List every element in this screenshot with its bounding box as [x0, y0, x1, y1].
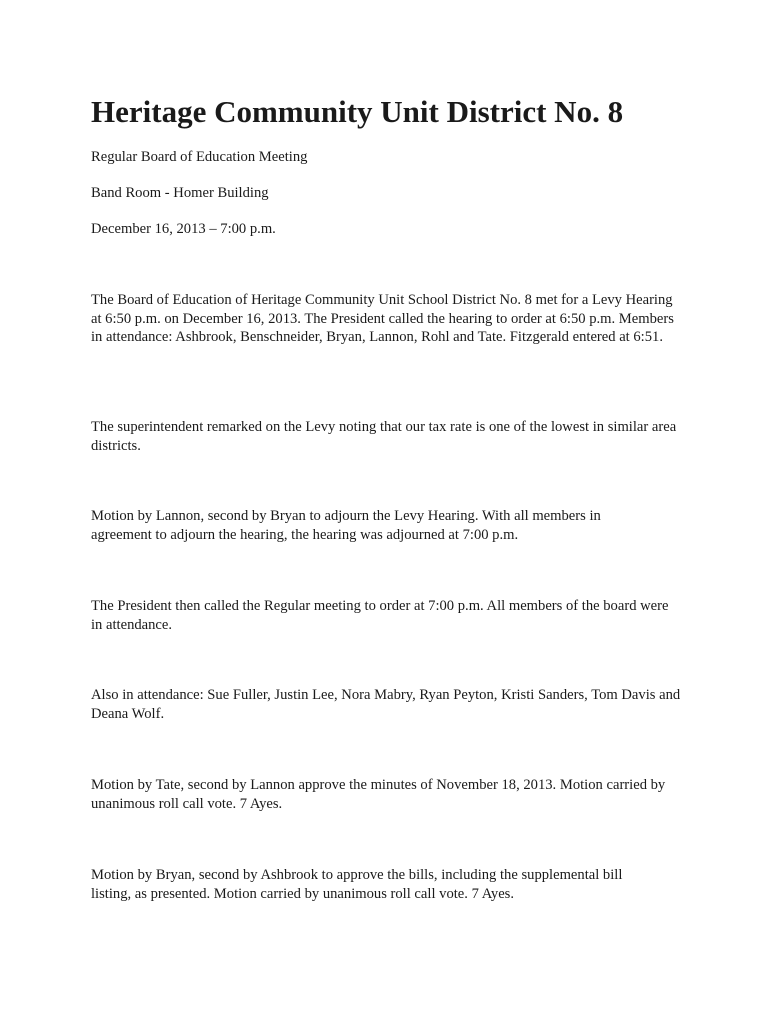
- paragraph-levy-hearing: The Board of Education of Heritage Community Unit School District No. 8 met for a Levy Hearing at 6:50 p.m. on December 16, 2013. The President called the hearing to order at 6:50 p.m. Members in attendance: Ashbrook, Benschneider, Bryan, Lannon, Rohl and Tate. Fitzgerald entered at 6:51.: [91, 292, 674, 345]
- paragraph-also-attendance: Also in attendance: Sue Fuller, Justin Lee, Nora Mabry, Ryan Peyton, Kristi Sanders, Tom Davis and Deana Wolf.: [91, 687, 681, 722]
- paragraph-adjourn-levy: Motion by Lannon, second by Bryan to adjourn the Levy Hearing. With all members in agreement to adjourn the hearing, the hearing was adjourned at 7:00 p.m.: [91, 508, 601, 543]
- paragraph-regular-meeting: The President then called the Regular meeting to order at 7:00 p.m. All members of the board were in attendance.: [91, 598, 669, 633]
- paragraph-minutes-motion: Motion by Tate, second by Lannon approve the minutes of November 18, 2013. Motion carried by unanimous roll call vote. 7 Ayes.: [91, 777, 666, 812]
- document-title: Heritage Community Unit District No. 8: [91, 94, 624, 129]
- paragraph-superintendent-remarks: The superintendent remarked on the Levy noting that our tax rate is one of the lowest in similar area districts.: [91, 419, 677, 454]
- meeting-date-time: December 16, 2013 – 7:00 p.m.: [91, 221, 276, 237]
- meeting-type: Regular Board of Education Meeting: [91, 149, 308, 165]
- paragraph-bills-motion: Motion by Bryan, second by Ashbrook to approve the bills, including the supplemental bill listing, as presented. Motion carried by unanimous roll call vote. 7 Ayes.: [91, 867, 623, 902]
- meeting-location: Band Room - Homer Building: [91, 185, 269, 201]
